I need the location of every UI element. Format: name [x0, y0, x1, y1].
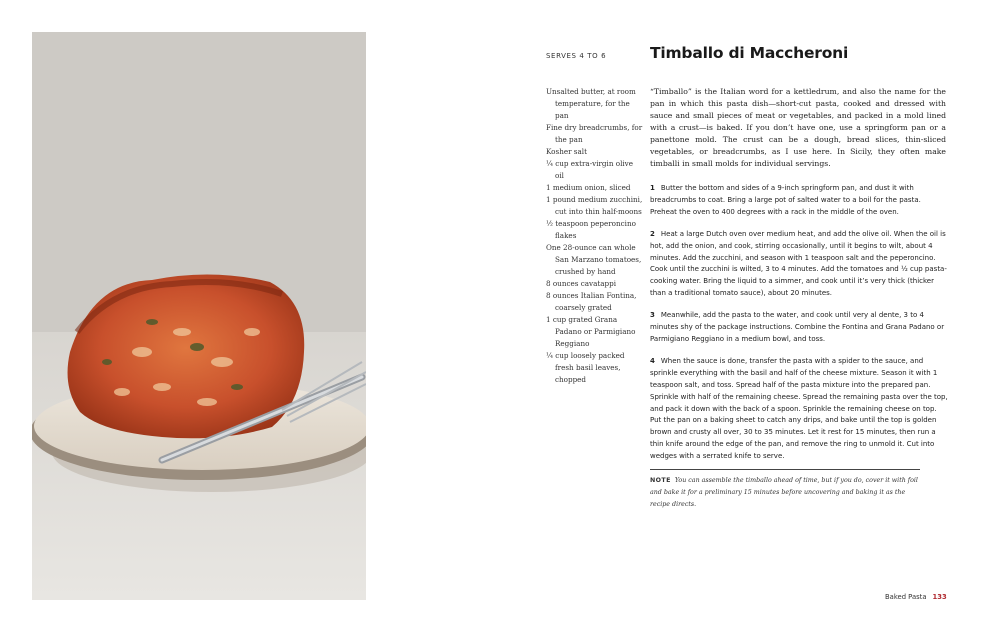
ingredient-item: Fine dry breadcrumbs, for the pan [546, 123, 643, 144]
step-text: Butter the bottom and sides of a 9-inch springform pan, and dust it with breadcrumbs to coat. Bring a large pot of salted water to a boil for the pasta. Preheat the oven to 400 degrees with a rack in the middle of the oven. [650, 184, 921, 216]
step-number: 1 [650, 184, 655, 192]
recipe-step [650, 183, 948, 219]
note-text: You can assemble the timballo ahead of time, but if you do, cover it with foil and bake it for a preliminary 15 minutes before uncovering and baking it as the recipe directs. [650, 477, 918, 508]
step-number: 2 [650, 229, 655, 238]
step-number: 3 [650, 311, 655, 320]
serves-label: SERVES 4 TO 6 [546, 52, 607, 60]
page-footer [885, 593, 947, 601]
recipe-steps [650, 183, 948, 473]
recipe-photo [32, 32, 366, 600]
ingredient-item: 1 medium onion, sliced [546, 183, 631, 192]
recipe-intro: “Timballo” is the Italian word for a kettledrum, and also the name for the pan in which this pasta dish—short-cut pasta, cooked and dressed with sauce and small pieces of meat or vegetables, and packed in a mold lined with a crust—is baked. If you don’t have one, use a springform pan or a panettone mold. The crust can be a dough, bread slices, thin-sliced vegetables, or breadcrumbs, as I use here. In Sicily, they often make timballi in small molds for individual servings. [650, 87, 946, 168]
ingredient-item: Kosher salt [546, 147, 587, 156]
timballo-photo-illustration [32, 32, 366, 600]
recipe-title: Timballo di Maccheroni [650, 44, 849, 62]
ingredient-item: 1 pound medium zucchini, cut into thin half-moons [546, 195, 643, 216]
ingredient-item: 8 ounces Italian Fontina, coarsely grated [546, 291, 637, 312]
step-number: 4 [650, 356, 655, 365]
ingredient-item: ¼ cup loosely packed fresh basil leaves, chopped [546, 351, 625, 384]
recipe-step [650, 229, 948, 300]
step-text: When the sauce is done, transfer the pasta with a spider to the sauce, and sprinkle everything with the basil and half of the cheese mixture. Season it with 1 teaspoon salt, and toss. Spread half of the pasta mixture into the prepared pan. Sprinkle with half of the remaining cheese. Spread the remaining pasta over the top, and pack it down with the back of a spoon. Sprinkle the remaining cheese on top. Put the pan on a baking sheet to catch any drips, and bake until the top is golden brown and crusty all over, 30 to 35 minutes. Let it rest for 15 minutes, then run a thin knife around the edge of the pan, and remove the ring to unmold it. Cut into wedges with a serrated knife to serve. [650, 356, 948, 461]
note-label: NOTE [650, 477, 671, 484]
ingredient-item: 8 ounces cavatappi [546, 279, 617, 288]
ingredient-list [546, 86, 644, 386]
recipe-note [650, 469, 920, 511]
ingredient-item: 1 cup grated Grana Padano or Parmigiano Reggiano [546, 315, 636, 348]
step-text: Meanwhile, add the pasta to the water, and cook until very al dente, 3 to 4 minutes shy of the package instructions. Combine the Fontina and Grana Padano or Parmigiano Reggiano in a medium bowl, and toss. [650, 311, 945, 343]
step-text: Heat a large Dutch oven over medium heat, and add the olive oil. When the oil is hot, add the onion, and cook, stirring occasionally, until it begins to wilt, about 4 minutes. Add the zucchini, and season with 1 teaspoon salt and the peperoncino. Cook until the zucchini is wilted, 3 to 4 minutes. Add the tomatoes and ½ cup pasta-cooking water. Bring the liquid to a simmer, and cook until it’s very thick (thicker than a traditional tomato sauce), about 20 minutes. [650, 229, 947, 298]
page-number: 133 [932, 593, 947, 601]
ingredient-item: Unsalted butter, at room temperature, for the pan [546, 87, 636, 120]
section-name: Baked Pasta [885, 593, 927, 601]
ingredient-item: ½ teaspoon peperoncino flakes [546, 219, 636, 240]
recipe-step [650, 356, 948, 463]
ingredient-item: ¼ cup extra-virgin olive oil [546, 159, 633, 180]
ingredient-item: One 28-ounce can whole San Marzano tomatoes, crushed by hand [546, 243, 642, 276]
recipe-step [650, 310, 948, 346]
